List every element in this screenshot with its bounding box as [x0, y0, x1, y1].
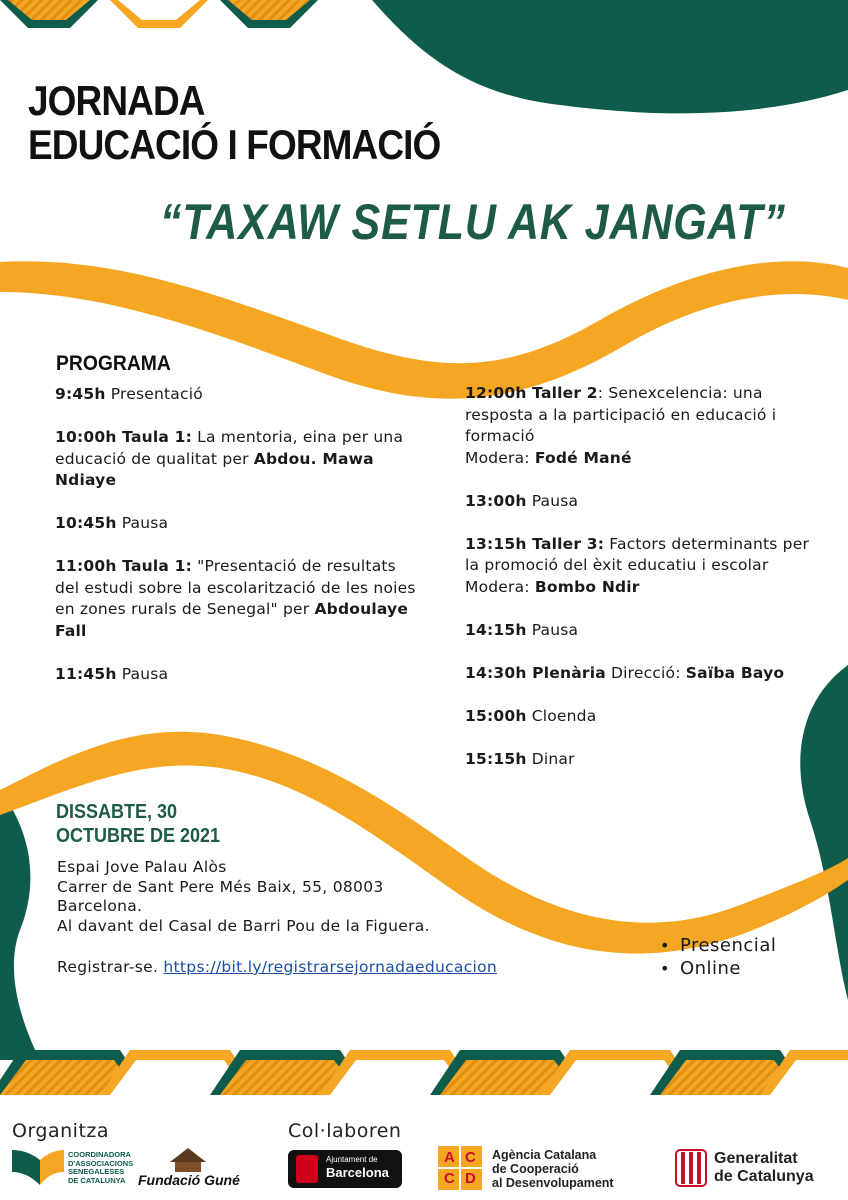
attendance-modes — [660, 934, 776, 980]
organizer-label: Organitza — [12, 1120, 110, 1142]
title-line-2: EDUCACIÓ I FORMACIÓ — [28, 121, 441, 168]
collaborators-label: Col·laboren — [288, 1120, 402, 1142]
gune-hut-icon — [170, 1148, 206, 1172]
address-line: Al davant del Casal de Barri Pou de la Figuera. — [57, 916, 430, 935]
program-entry: 11:45h Pausa — [55, 664, 169, 683]
register-line — [57, 958, 497, 976]
address-line: Espai Jove Palau Alòs — [57, 858, 227, 876]
program-entry: 12:00h Taller 2: Senexcelencia: una resposta a la participació en educació i formació Modera: Fodé Mané — [465, 384, 777, 467]
upper-yellow-wave — [0, 261, 848, 398]
program-right-column — [465, 383, 825, 792]
top-right-green-blob — [372, 0, 848, 113]
address-line: Barcelona. — [57, 897, 143, 915]
program-entry: 14:15h Pausa — [465, 620, 579, 639]
program-entry: 15:15h Dinar — [465, 749, 575, 768]
address-line: Carrer de Sant Pere Més Baix, 55, 08003 — [57, 877, 384, 896]
ajuntament-logo-text: Ajuntament de Barcelona — [326, 1155, 389, 1180]
program-entry: 11:00h Taula 1: "Presentació de resultats del estudi sobre la escolarització de les noies en zones rurals de Senegal" per Abdoulaye Fall — [55, 557, 416, 640]
mode-item: • Online — [660, 957, 776, 980]
cask-logo-text: COORDINADORA D'ASSOCIACIONS SENEGALESES DE CATALUNYA — [68, 1150, 134, 1185]
register-label: Registrar-se. — [57, 958, 164, 976]
event-slogan: “TAXAW SETLU AK JANGAT” — [160, 194, 786, 250]
program-heading: PROGRAMA — [56, 352, 171, 375]
program-entry: 13:15h Taller 3: Factors determinants per la promoció del èxit educatiu i escolar Modera: Bombo Ndir — [465, 534, 810, 596]
program-entry: 10:00h Taula 1: La mentoria, eina per una educació de qualitat per Abdou. Mawa Ndiaye — [55, 428, 404, 489]
gune-logo-text: Fundació Guné — [138, 1172, 240, 1188]
left-green-blob — [0, 790, 40, 1060]
program-entry: 10:45h Pausa — [55, 514, 169, 532]
title-line-1: JORNADA — [28, 77, 205, 124]
program-entry: 14:30h Plenària Direcció: Saïba Bayo — [465, 663, 785, 682]
accd-logo-text: Agència Catalana de Cooperació al Desenvolupament — [492, 1148, 614, 1190]
program-entry: 15:00h Cloenda — [465, 706, 597, 725]
mode-item: • Presencial — [660, 934, 776, 957]
generalitat-flag-icon — [676, 1150, 706, 1186]
register-link[interactable]: https://bit.ly/registrarsejornadaeducacion — [163, 958, 498, 976]
event-address — [57, 858, 430, 936]
accd-logo-letters: A C C D — [444, 1149, 476, 1187]
generalitat-logo-text: Generalitat de Catalunya — [714, 1150, 814, 1185]
program-entry: 9:45h Presentació — [55, 385, 203, 403]
program-entry: 13:00h Pausa — [465, 491, 579, 510]
ajuntament-shield-icon — [296, 1155, 318, 1183]
cask-logo-mark — [12, 1150, 64, 1185]
program-left-column — [55, 384, 425, 707]
event-date: DISSABTE, 30 OCTUBRE DE 2021 — [56, 801, 221, 847]
top-chevrons — [0, 0, 318, 28]
bottom-chevrons — [0, 1050, 848, 1095]
